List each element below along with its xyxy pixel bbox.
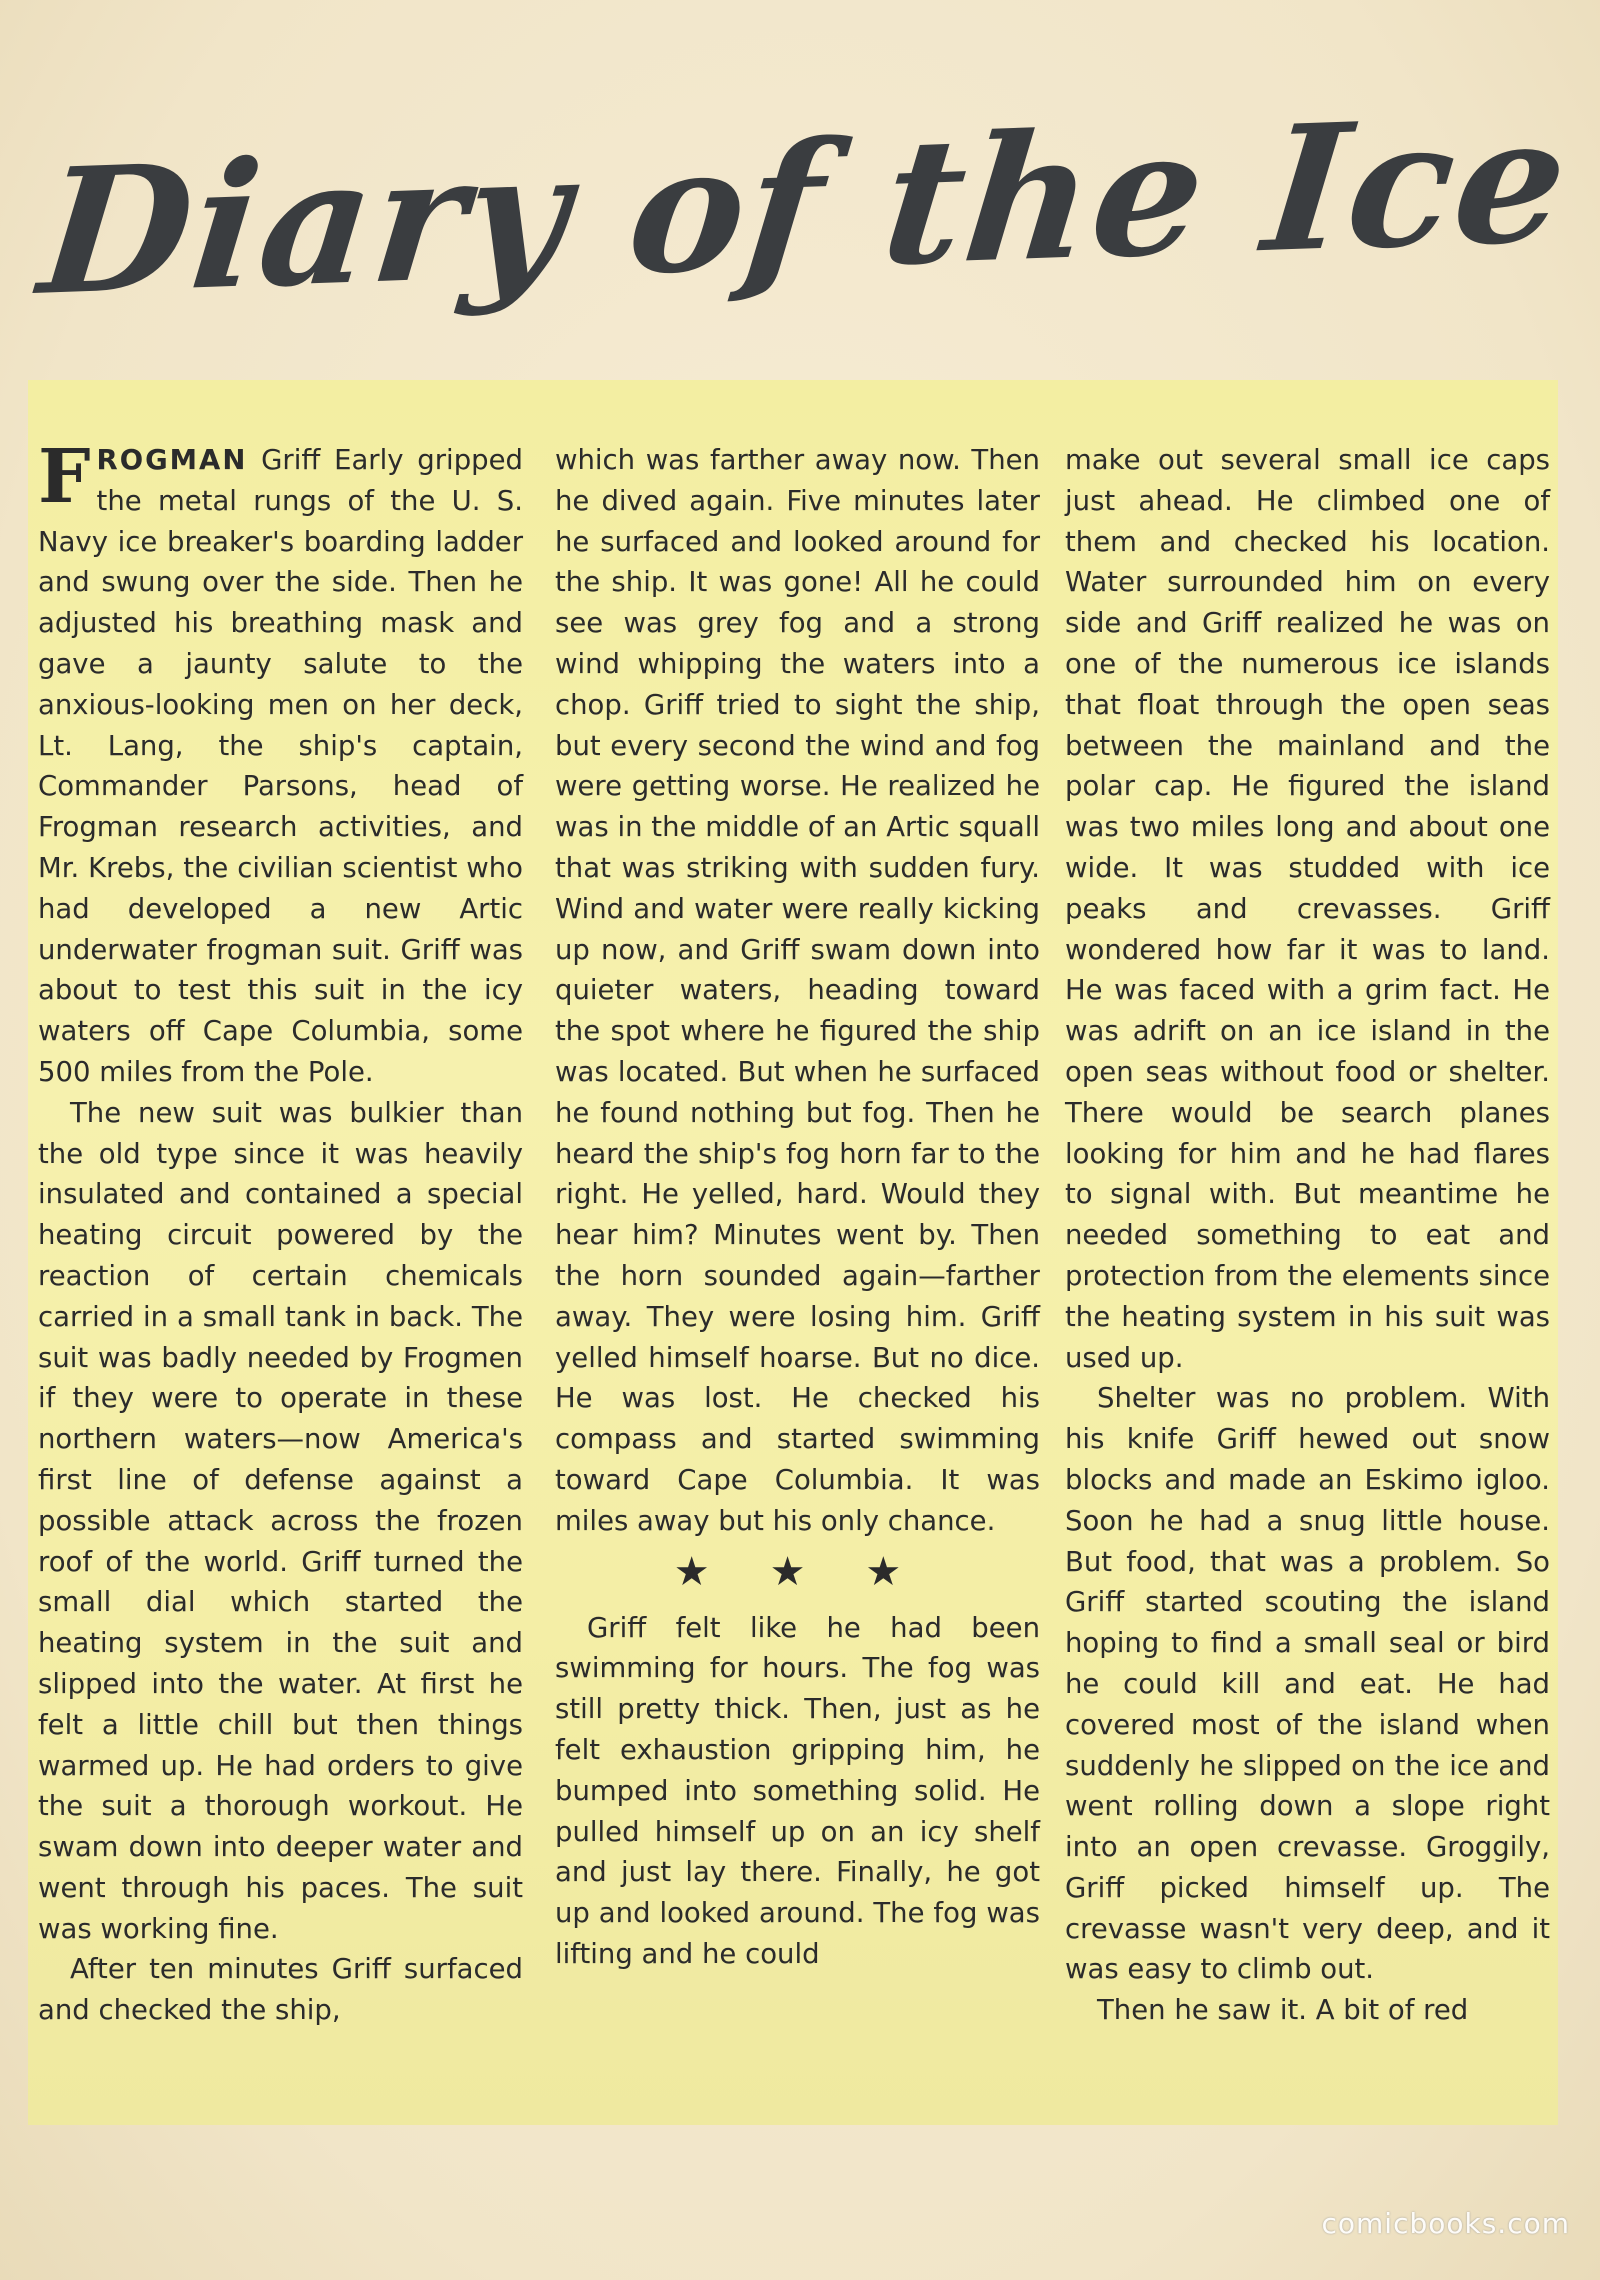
paragraph: Griff felt like he had been swimming for hours. The fog was still pretty thick. Then, just as he felt exhaustion gripping him, he bumped into something solid. He pulled himself up on an icy shelf and just lay there. Finally, he got up and looked around. The fog was lifting and he could bbox=[555, 1611, 1040, 1970]
story-title: Diary of the Ice bbox=[32, 76, 1578, 334]
paragraph: Shelter was no problem. With his knife Griff hewed out snow blocks and made an Eskimo igloo. Soon he had a snug little house. But food, that was a problem. So Griff started scouting the island hoping to find a small seal or bird he could kill and eat. He had covered most of the island when suddenly he slipped on the ice and went rolling down a slope right into an open crevasse. Groggily, Griff picked himself up. The crevasse wasn't very deep, and it was easy to climb out. bbox=[1065, 1382, 1550, 1986]
paragraph: Then he saw it. A bit of red bbox=[1097, 1994, 1469, 2027]
paragraph: which was farther away now. Then he dived again. Five minutes later he surfaced and looked around for the ship. It was gone! All he could see was grey fog and a strong wind whipping the waters into a chop. Griff tried to sight the ship, but every second the wind and fog were getting worse. He realized he was in the middle of an Artic squall that was striking with sudden fury. Wind and water were really kicking up now, and Griff swam down into quieter waters, heading toward the spot where he figured the ship was located. But when he surfaced he found nothing but fog. Then he heard the ship's fog horn far to the right. He yelled, hard. Would they hear him? Minutes went by. Then the horn sounded again—farther away. They were losing him. Griff yelled himself hoarse. But no dice. He was lost. He checked his compass and started swimming toward Cape Columbia. It was miles away but his only chance. bbox=[555, 444, 1040, 1537]
lead-caps: ROGMAN bbox=[96, 444, 248, 476]
paragraph: The new suit was bulkier than the old type since it was heavily insulated and contained a special heating circuit powered by the reaction of certain chemicals carried in a small tank in back. The suit was badly needed by Frogmen if they were to operate in these northern waters—now America's first line of defense against a possible attack across the frozen roof of the world. Griff turned the small dial which started the heating system in the suit and slipped into the water. At first he felt a little chill but then things warmed up. He had orders to give the suit a thorough workout. He swam down into deeper water and went through his paces. The suit was working fine. bbox=[38, 1096, 523, 1945]
paragraph: After ten minutes Griff surfaced and checked the ship, bbox=[38, 1953, 523, 2027]
text-column-2 bbox=[555, 440, 1040, 1975]
paragraph-text: Griff Early gripped the metal rungs of the U. S. Navy ice breaker's boarding ladder and swung over the side. Then he adjusted his breathing mask and gave a jaunty salute to the anxious-looking men on her deck, Lt. Lang, the ship's captain, Commander Parsons, head of Frogman research activities, and Mr. Krebs, the civilian scientist who had developed a new Artic underwater frogman suit. Griff was about to test this suit in the icy waters off Cape Columbia, some 500 miles from the Pole. bbox=[38, 444, 523, 1088]
text-column-1 bbox=[38, 434, 523, 2031]
paragraph bbox=[38, 434, 523, 1093]
text-column-3 bbox=[1065, 440, 1550, 2031]
drop-cap: F bbox=[38, 434, 91, 520]
section-break-stars: ★★★ bbox=[673, 1548, 962, 1595]
paragraph: make out several small ice caps just ahead. He climbed one of them and checked his location. Water surrounded him on every side and Griff realized he was on one of the numerous ice islands that float through the open seas between the mainland and the polar cap. He figured the island was two miles long and about one wide. It was studded with ice peaks and crevasses. Griff wondered how far it was to land. He was faced with a grim fact. He was adrift on an ice island in the open seas without food or shelter. There would be search planes looking for him and he had flares to signal with. But meantime he needed something to eat and protection from the elements since the heating system in his suit was used up. bbox=[1065, 444, 1550, 1374]
watermark: comicbooks.com bbox=[1321, 2207, 1570, 2240]
